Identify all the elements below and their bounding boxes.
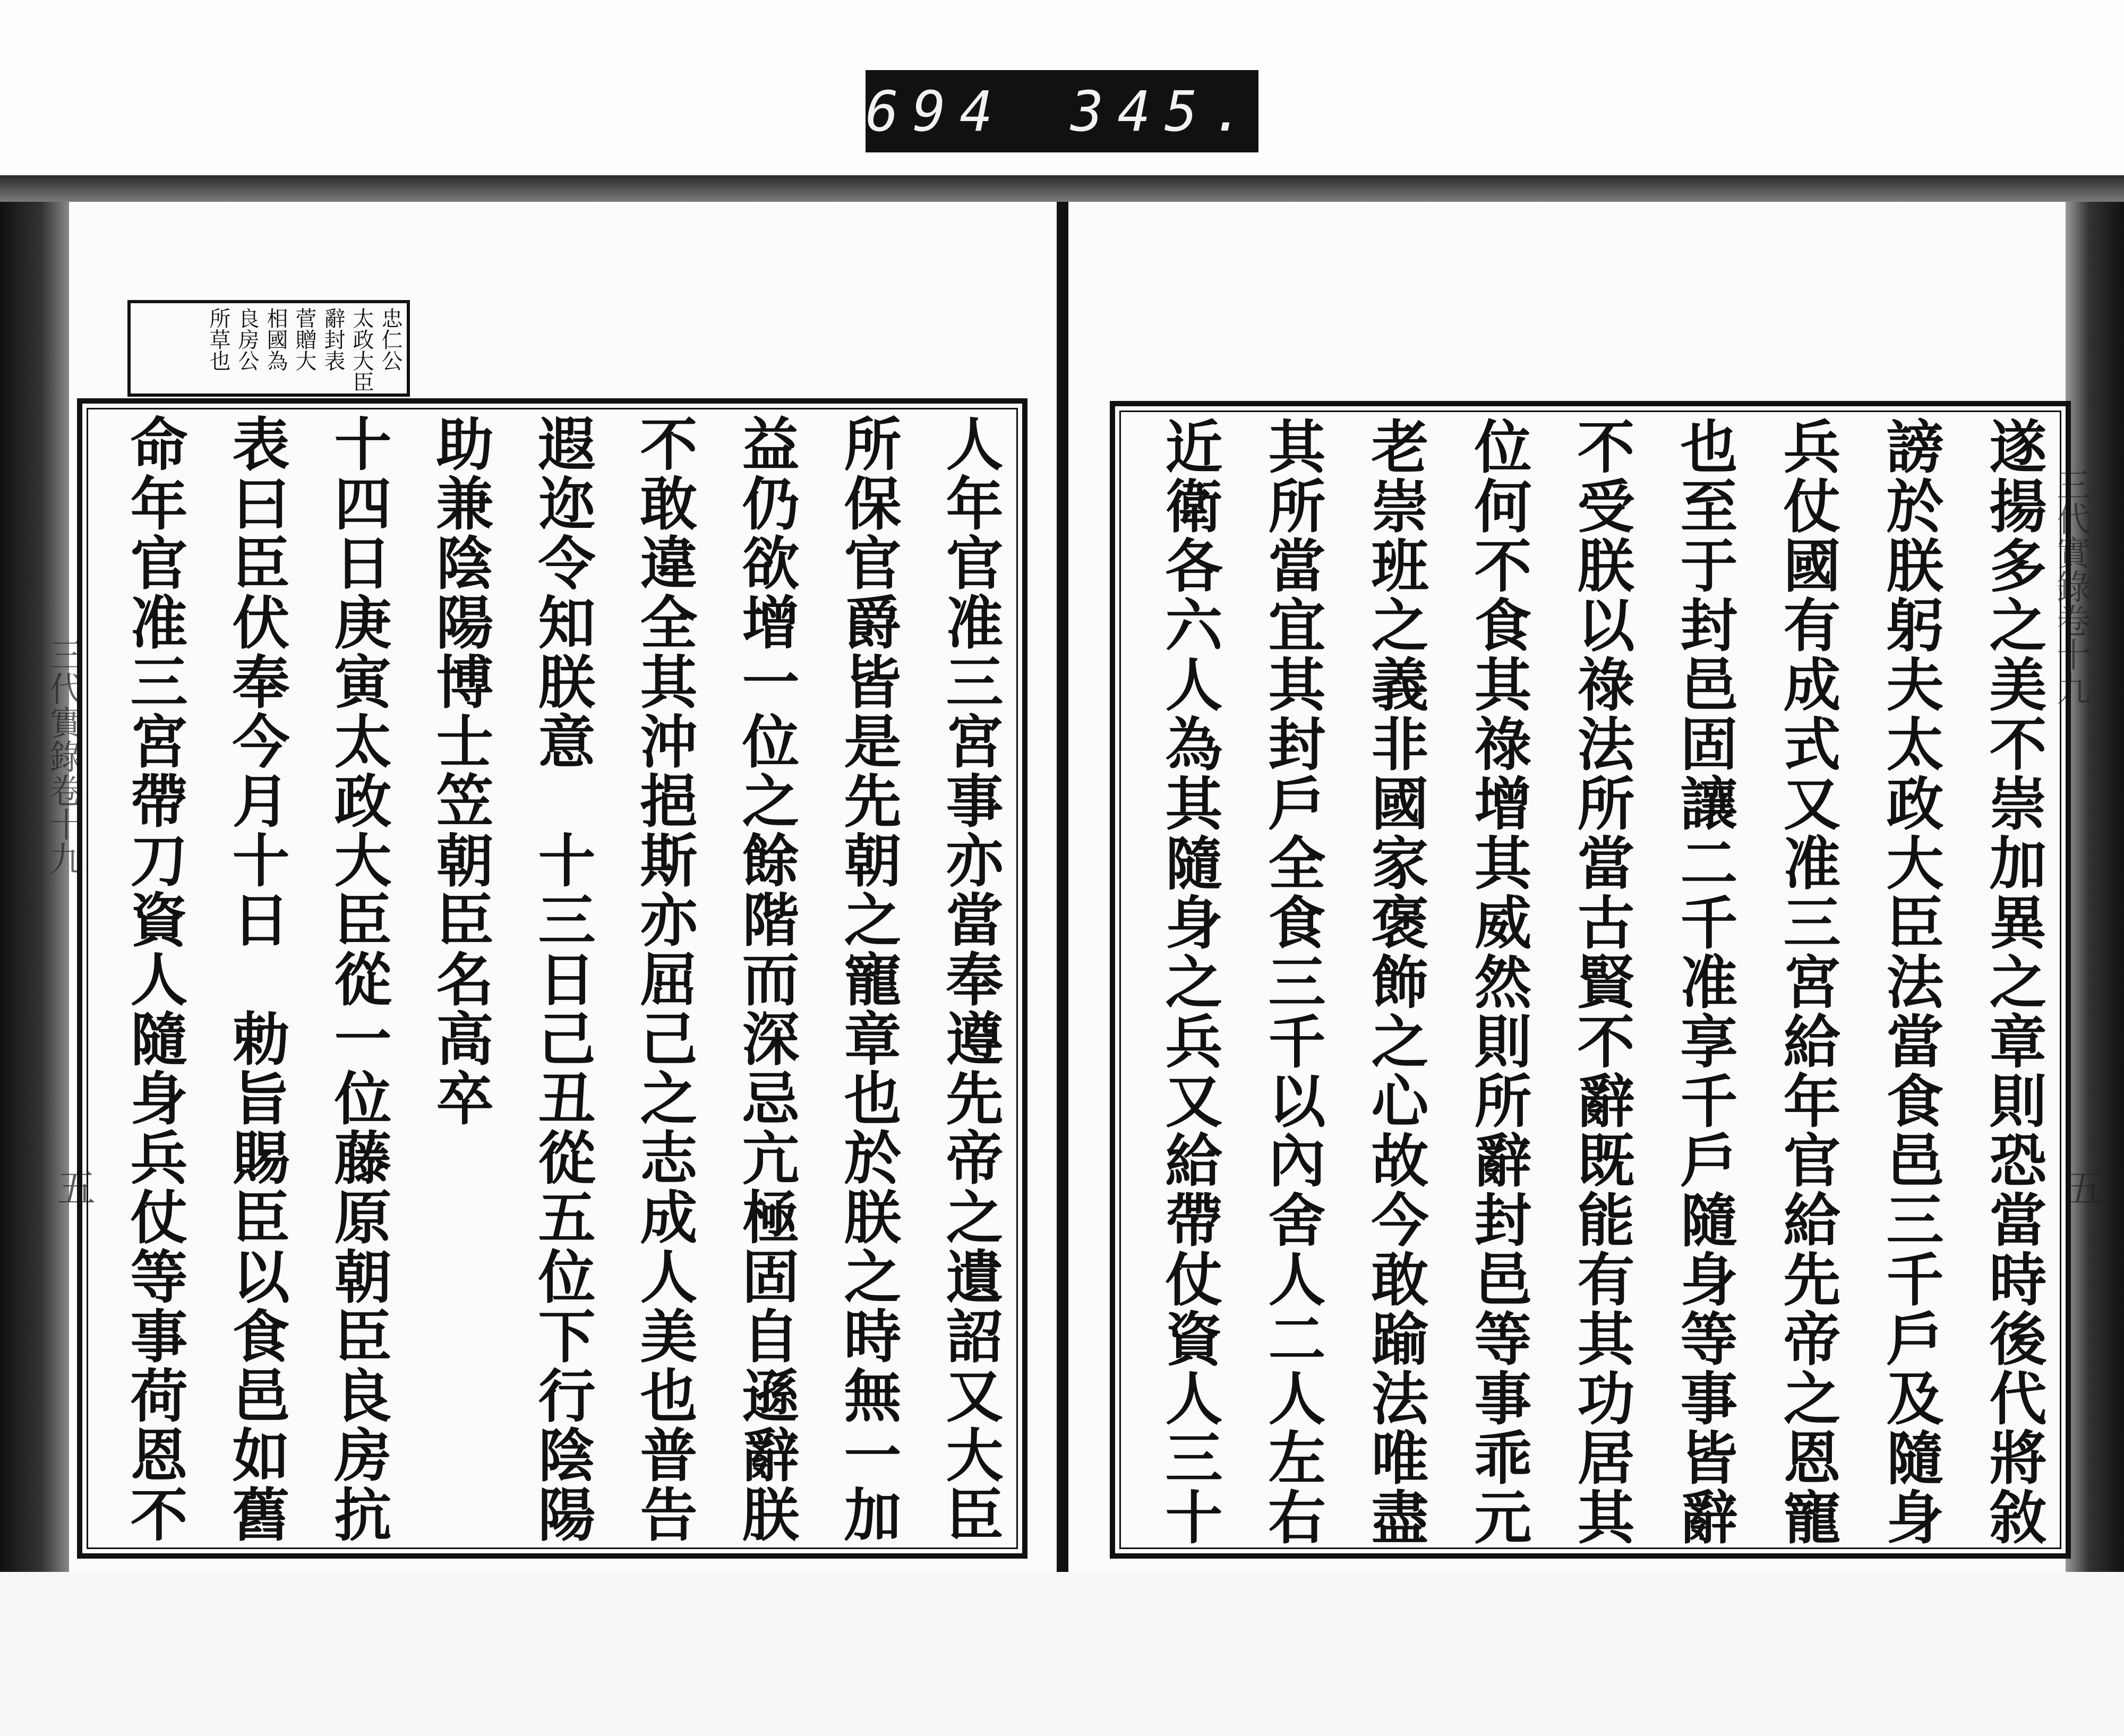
text-column: 表曰臣伏奉今月十日 勅旨賜臣以食邑如舊: [222, 414, 289, 1544]
left-margin-title: 三代實錄卷十九: [44, 637, 83, 875]
text-column: 其所當宜其封戶全食三千以內舍人二人左右: [1258, 417, 1325, 1547]
right-text-frame: [1110, 401, 2071, 1559]
text-column: 位何不食其祿增其威然則所辭封邑等事乖元: [1464, 417, 1531, 1547]
text-column: 老崇班之義非國家褒飾之心故今敢踰法唯盡: [1361, 417, 1428, 1547]
scan-bottom: [0, 1572, 2124, 1736]
headnote-box: [127, 300, 410, 397]
text-column: 遂揚多之美不崇加異之章則恐當時後代將敘: [1980, 417, 2046, 1547]
left-margin-page-number: 五: [57, 1166, 96, 1211]
headnote-line: 所草也: [206, 307, 230, 371]
text-column: 十四日庚寅太政大臣從一位藤原朝臣良房抗: [324, 414, 391, 1544]
text-column: 所保官爵皆是先朝之寵章也於朕之時無一加: [834, 414, 901, 1544]
text-column: 謗於朕躬夫太政大臣法當食邑三千戶及隨身: [1877, 417, 1943, 1547]
right-margin-page-number: 五: [2066, 1166, 2104, 1211]
text-column: 也至于封邑固讓二千准享千戶隨身等事皆辭: [1671, 417, 1737, 1547]
right-book-edge: [2066, 202, 2124, 1593]
archive-number-left: 694: [865, 79, 1007, 144]
text-column: 命年官准三宮帶刀資人隨身兵仗等事荷恩不: [121, 414, 187, 1544]
left-text-frame: [77, 398, 1027, 1559]
text-column: 兵仗國有成式又准三宮給年官給先帝之恩寵: [1774, 417, 1840, 1547]
headnote-line: 菅贈大: [292, 307, 316, 371]
headnote-line: 忠仁公: [378, 307, 402, 371]
text-column: 不敢違全其沖挹斯亦屈己之志成人美也普告: [630, 414, 697, 1544]
archive-number-right: 345.: [1070, 79, 1259, 144]
headnote-line: 太政大臣: [349, 307, 374, 392]
left-book-edge: [0, 202, 69, 1593]
headnote-line: 辭封表: [321, 307, 345, 371]
archive-number-label: [866, 70, 1258, 152]
headnote-line: 良房公: [235, 307, 259, 371]
text-column: 助兼陰陽博士笠朝臣名高卒: [426, 414, 493, 1128]
text-column: 益仍欲增一位之餘階而深忌亢極固自遜辭朕: [732, 414, 799, 1544]
text-column: 遐迩令知朕意 十三日己丑從五位下行陰陽: [528, 414, 595, 1544]
right-margin-title: 三代實錄卷十九: [2051, 467, 2090, 705]
book-gutter: [1057, 202, 1068, 1689]
text-column: 近衛各六人為其隨身之兵又給帶仗資人三十: [1155, 417, 1222, 1547]
headnote-line: 相國為: [263, 307, 288, 371]
text-column: 不受朕以祿法所當古賢不辭既能有其功居其: [1568, 417, 1634, 1547]
text-column: 人年官准三宮事亦當奉遵先帝之遺詔又大臣: [936, 414, 1003, 1544]
